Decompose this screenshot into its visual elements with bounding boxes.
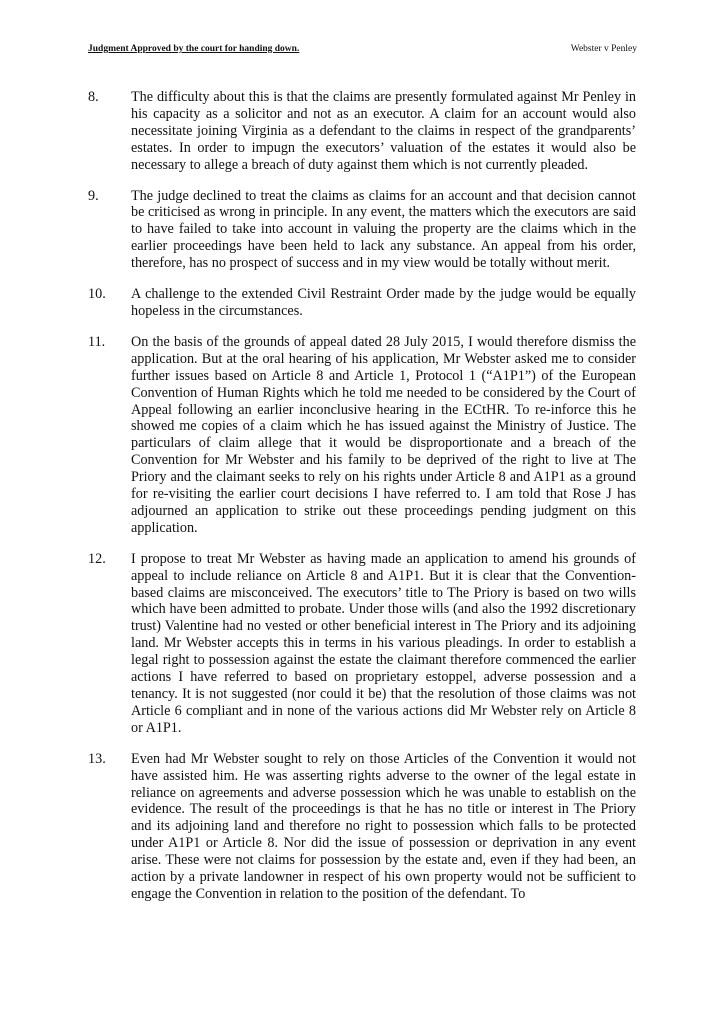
header-approval-note: Judgment Approved by the court for handing down.: [88, 44, 300, 54]
paragraph-10: [88, 286, 636, 320]
paragraph-number: 13.: [88, 750, 106, 767]
paragraph-12: [88, 551, 636, 737]
paragraph-text: On the basis of the grounds of appeal dated 28 July 2015, I would therefore dismiss the application. But at the oral hearing of his application, Mr Webster asked me to consider further issues based on Article 8 and Article 1, Protocol 1 (“A1P1”) of the European Convention of Human Rights which he told me needed to be considered by the Court of Appeal following an earlier inconclusive hearing in the ECtHR. To re-inforce this he showed me copies of a claim which he has issued against the Ministry of Justice. The particulars of claim allege that it would be disproportionate and a breach of the Convention for Mr Webster and his family to be deprived of the right to live at The Priory and the claimant seeks to rely on his rights under Article 8 and A1P1 as a ground for re-visiting the earlier court decisions I have referred to. I am told that Rose J has adjourned an application to strike out these proceedings pending judgment on this application.: [131, 333, 636, 536]
judgment-body: [88, 89, 636, 917]
paragraph-text: A challenge to the extended Civil Restraint Order made by the judge would be equally hopeless in the circumstances.: [131, 286, 636, 319]
paragraph-number: 8.: [88, 89, 99, 105]
paragraph-8: [88, 89, 636, 174]
paragraph-text: The difficulty about this is that the claims are presently formulated against Mr Penley in his capacity as a solicitor and not as an executor. A claim for an account would also necessitate joining Virginia as a defendant to the claims in respect of the grandparents’ estates. In order to impugn the executors’ valuation of the estates it would also be necessary to allege a breach of duty against them which is not currently pleaded.: [131, 89, 636, 173]
paragraph-13: [88, 751, 636, 903]
paragraph-11: [88, 334, 636, 537]
paragraph-number: 10.: [88, 286, 106, 303]
running-header: [88, 43, 637, 55]
paragraph-text: Even had Mr Webster sought to rely on those Articles of the Convention it would not have assisted him. He was asserting rights adverse to the owner of the legal estate in reliance on agreements and adverse possession which he was unable to establish on the evidence. The result of the proceedings is that he has no title or interest in The Priory and its adjoining land and therefore no right to possession which falls to be protected under A1P1 or Article 8. Nor did the issue of possession or deprivation in any event arise. These were not claims for possession by the estate and, even if they had been, an action by a private landowner in respect of his own property would not be sufficient to engage the Convention in relation to the position of the defendant. To: [131, 750, 636, 902]
paragraph-text: I propose to treat Mr Webster as having made an application to amend his grounds of appeal to include reliance on Article 8 and A1P1. But it is clear that the Convention-based claims are misconceived. The executors’ title to The Priory is based on two wills which have been admitted to probate. Under those wills (and also the 1992 discretionary trust) Valentine had no vested or other beneficial interest in The Priory and its adjoining land. Mr Webster accepts this in terms in his various pleadings. In order to establish a legal right to possession against the estate the claimant therefore commenced the earlier actions I have referred to based on proprietary estoppel, adverse possession and a tenancy. It is not suggested (nor could it be) that the resolution of those claims was not Article 6 compliant and in none of the various actions did Mr Webster rely on Article 8 or A1P1.: [131, 550, 636, 736]
paragraph-number: 9.: [88, 187, 99, 204]
paragraph-number: 11.: [88, 333, 106, 350]
paragraph-text: The judge declined to treat the claims as claims for an account and that decision cannot be criticised as wrong in principle. In any event, the matters which the executors are said to have failed to take into account in valuing the property are the claims which in the earlier proceedings have been held to lack any substance. An appeal from his order, therefore, has no prospect of success and in my view would be totally without merit.: [131, 187, 636, 272]
header-case-name: Webster v Penley: [570, 44, 637, 54]
paragraph-number: 12.: [88, 550, 106, 567]
paragraph-9: [88, 188, 636, 273]
